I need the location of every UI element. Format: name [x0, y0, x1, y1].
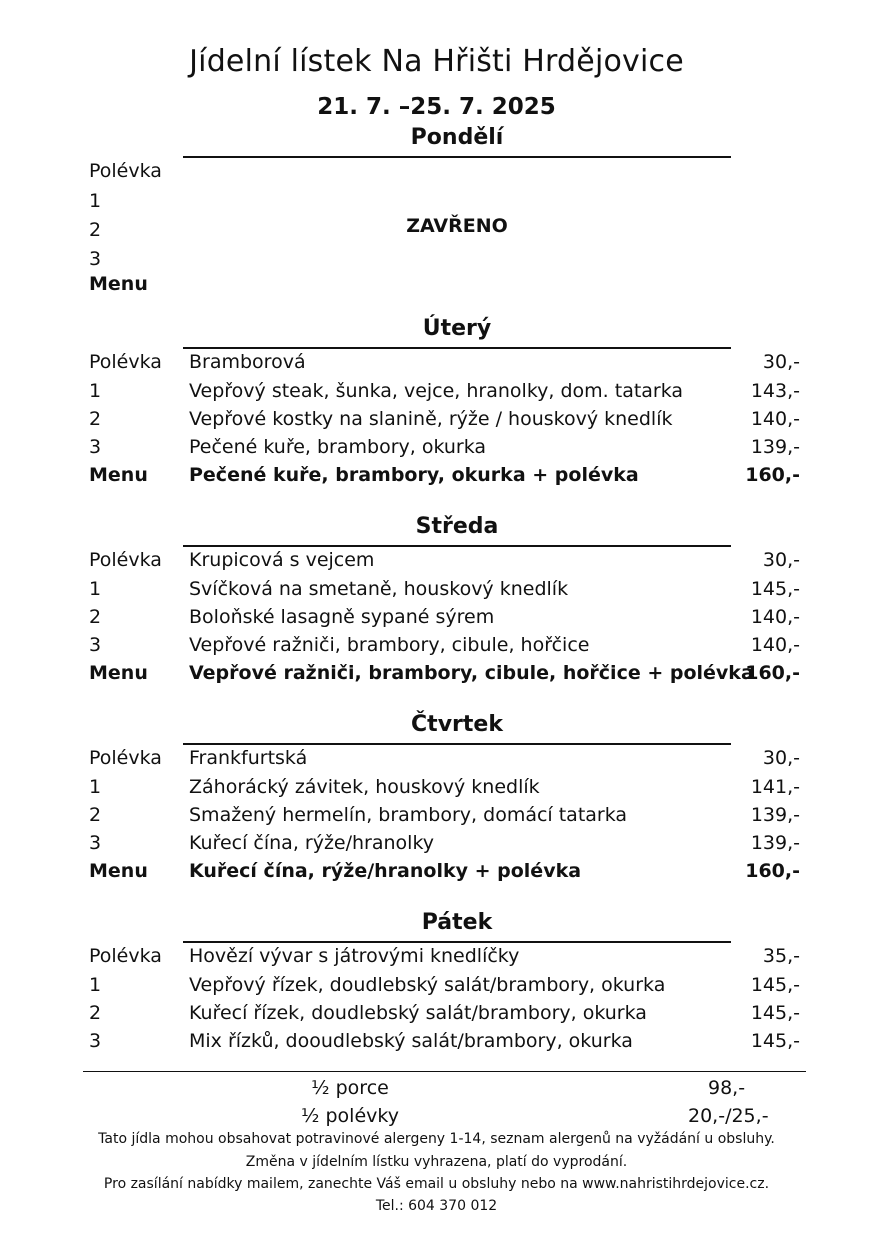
dish-price: 143,- [750, 380, 800, 402]
menu-row [0, 659, 873, 687]
phone-note: Tel.: 604 370 012 [375, 1198, 498, 1214]
menu-row [0, 942, 873, 970]
dish-name: Pečené kuře, brambory, okurka + polévka [189, 464, 639, 486]
dish-price: 145,- [750, 974, 800, 996]
dish-name: Vepřové ražniči, brambory, cibule, hořčice + polévka [189, 662, 754, 684]
dish-name: Pečené kuře, brambory, okurka [189, 436, 487, 458]
dish-price: 140,- [750, 606, 800, 628]
row-label: Menu [89, 662, 148, 684]
menu-row [0, 999, 873, 1027]
menu-row [0, 857, 873, 885]
menu-row [0, 377, 873, 405]
dish-price: 139,- [750, 832, 800, 854]
dish-name: Kuřecí čína, rýže/hranolky + polévka [189, 860, 582, 882]
half-soup-label: ½ polévky [301, 1105, 399, 1127]
row-label: Polévka [89, 160, 162, 182]
day-name: Pondělí [410, 125, 504, 150]
menu-row [0, 631, 873, 659]
dish-name: Vepřové ražniči, brambory, cibule, hořčice [189, 634, 590, 656]
menu-row [0, 829, 873, 857]
dish-price: 30,- [762, 549, 800, 571]
dish-name: Hovězí vývar s játrovými knedlíčky [189, 945, 520, 967]
half-portion-price: 98,- [708, 1077, 746, 1099]
dish-price: 141,- [750, 776, 800, 798]
dish-name: Kuřecí řízek, doudlebský salát/brambory, okurka [189, 1002, 647, 1024]
menu-row [0, 575, 873, 603]
row-label: 1 [89, 776, 102, 798]
row-label: 3 [89, 832, 102, 854]
row-label: 2 [89, 804, 102, 826]
dish-price: 145,- [750, 1030, 800, 1052]
half-portion-label: ½ porce [311, 1077, 389, 1099]
day-name: Pátek [421, 910, 493, 935]
row-label: 1 [89, 578, 102, 600]
half-portion-row [0, 1075, 873, 1101]
row-label: 3 [89, 436, 102, 458]
row-label: 3 [89, 634, 102, 656]
menu-row [0, 773, 873, 801]
dish-price: 140,- [750, 634, 800, 656]
dish-price: 139,- [750, 436, 800, 458]
day-name: Středa [415, 514, 499, 539]
dish-name: Mix řízků, dooudlebský salát/brambory, okurka [189, 1030, 633, 1052]
dish-name: Boloňské lasagně sypané sýrem [189, 606, 495, 628]
row-label: 3 [89, 1030, 102, 1052]
menu-row [0, 348, 873, 376]
day-name: Úterý [422, 316, 492, 341]
menu-row [0, 801, 873, 829]
dish-name: Vepřový steak, šunka, vejce, hranolky, dom. tatarka [189, 380, 684, 402]
half-soup-price: 20,-/25,- [688, 1105, 769, 1127]
row-label: 2 [89, 606, 102, 628]
menu-row [0, 461, 873, 489]
menu-title: Jídelní lístek Na Hřišti Hrdějovice [189, 44, 684, 79]
dish-price: 160,- [745, 860, 800, 882]
row-label: Polévka [89, 747, 162, 769]
menu-row [0, 744, 873, 772]
menu-row [0, 157, 873, 185]
row-label: 1 [89, 380, 102, 402]
changes-note: Změna v jídelním lístku vyhrazena, platí do vyprodání. [245, 1154, 628, 1170]
dish-price: 145,- [750, 578, 800, 600]
dish-price: 140,- [750, 408, 800, 430]
menu-row [0, 270, 873, 298]
dish-name: Vepřové kostky na slanině, rýže / houskový knedlík [189, 408, 673, 430]
menu-dates: 21. 7. –25. 7. 2025 [317, 94, 556, 120]
menu-row [0, 187, 873, 215]
dish-price: 30,- [762, 747, 800, 769]
dish-name: Vepřový řízek, doudlebský salát/brambory, okurka [189, 974, 666, 996]
row-label: 2 [89, 219, 102, 241]
dish-name: Krupicová s vejcem [189, 549, 375, 571]
row-label: Menu [89, 273, 148, 295]
half-soup-row [0, 1103, 873, 1129]
row-label: Polévka [89, 945, 162, 967]
dish-price: 35,- [762, 945, 800, 967]
dish-price: 30,- [762, 351, 800, 373]
dish-name: Kuřecí čína, rýže/hranolky [189, 832, 435, 854]
row-label: 1 [89, 190, 102, 212]
menu-row [0, 603, 873, 631]
dish-name: Svíčková na smetaně, houskový knedlík [189, 578, 569, 600]
menu-row [0, 1027, 873, 1055]
closed-notice: ZAVŘENO [406, 215, 508, 237]
day-name: Čtvrtek [411, 712, 503, 737]
row-label: 2 [89, 408, 102, 430]
footer-divider [83, 1071, 806, 1072]
dish-name: Bramborová [189, 351, 306, 373]
menu-row [0, 546, 873, 574]
dish-price: 139,- [750, 804, 800, 826]
row-label: 1 [89, 974, 102, 996]
dish-price: 145,- [750, 1002, 800, 1024]
row-label: Menu [89, 464, 148, 486]
menu-row [0, 405, 873, 433]
row-label: Polévka [89, 549, 162, 571]
row-label: 2 [89, 1002, 102, 1024]
menu-row [0, 433, 873, 461]
row-label: Menu [89, 860, 148, 882]
menu-row [0, 971, 873, 999]
dish-price: 160,- [745, 662, 800, 684]
allergen-note: Tato jídla mohou obsahovat potravinové alergeny 1-14, seznam alergenů na vyžádání u obsluhy. [98, 1131, 775, 1147]
email-note: Pro zasílání nabídky mailem, zanechte Váš email u obsluhy nebo na www.nahristihrdejovice.cz. [103, 1176, 770, 1192]
row-label: Polévka [89, 351, 162, 373]
dish-price: 160,- [745, 464, 800, 486]
menu-row [0, 245, 873, 273]
row-label: 3 [89, 248, 102, 270]
dish-name: Frankfurtská [189, 747, 308, 769]
dish-name: Smažený hermelín, brambory, domácí tatarka [189, 804, 628, 826]
dish-name: Záhorácký závitek, houskový knedlík [189, 776, 540, 798]
